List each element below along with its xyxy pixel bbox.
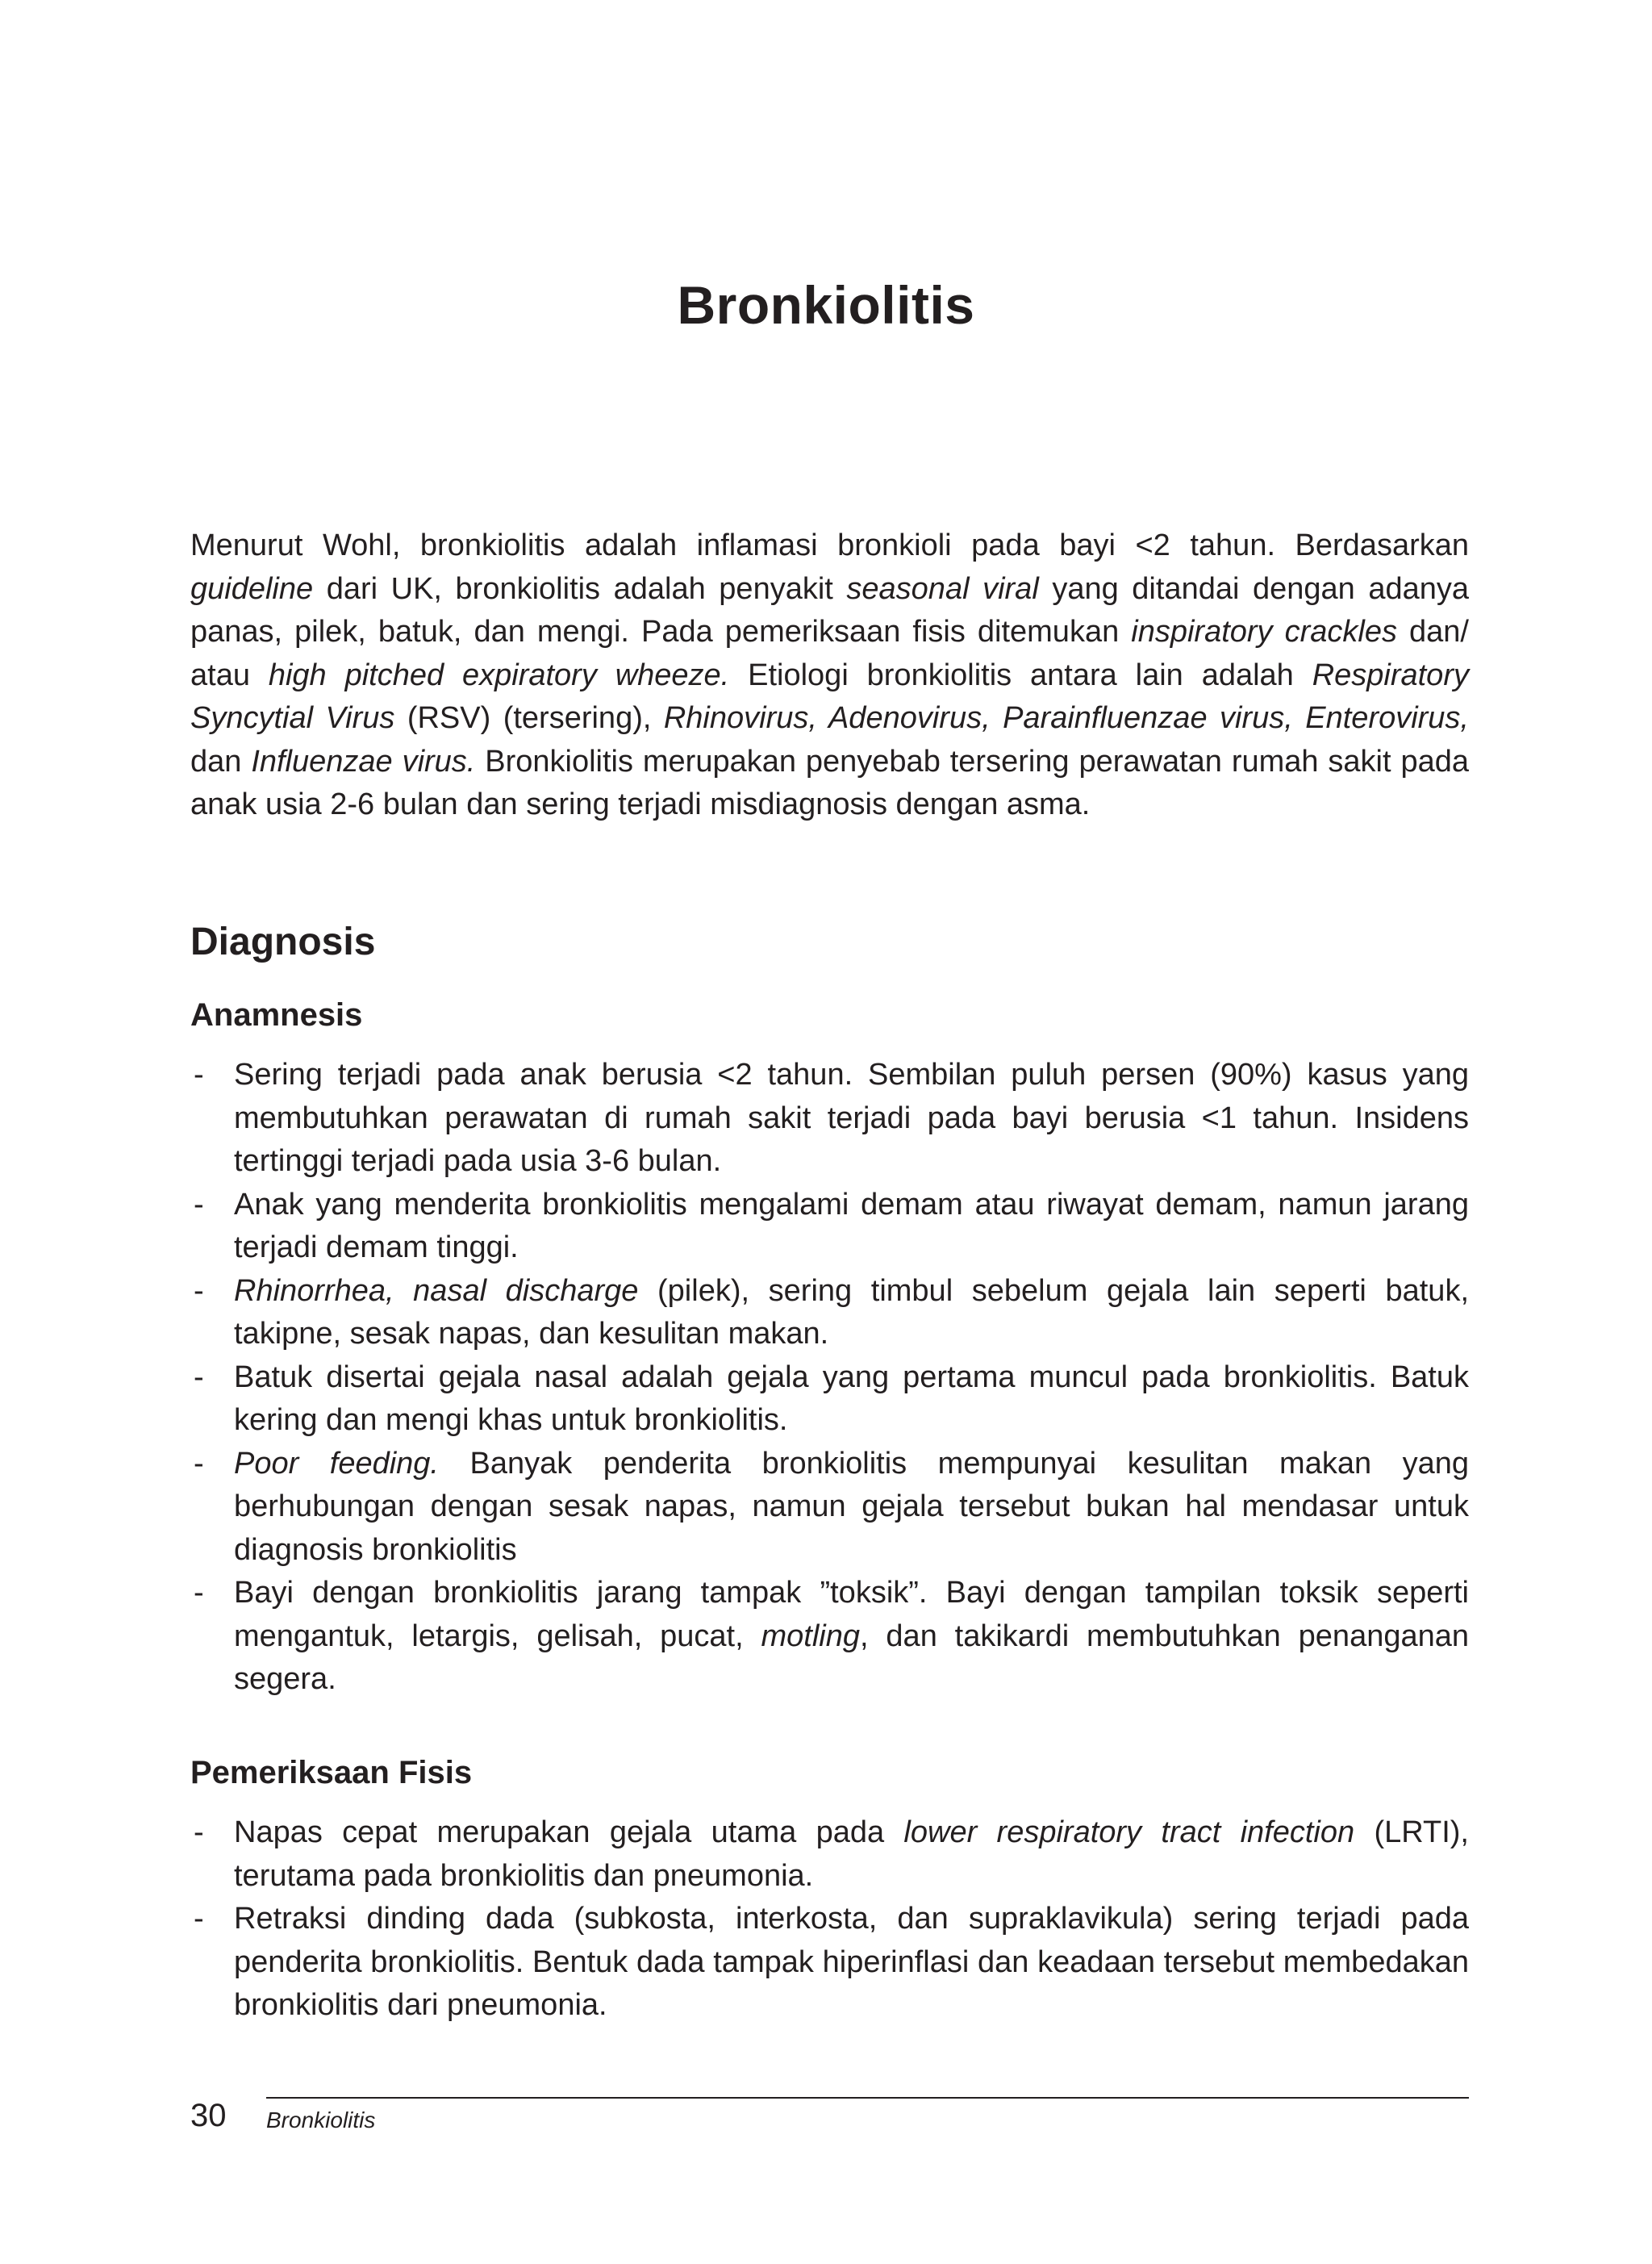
- running-title: Bronkiolitis: [266, 2107, 376, 2132]
- intro-italic-term: inspiratory crackles: [1131, 615, 1397, 649]
- section-heading-diagnosis: Diagnosis: [190, 921, 376, 963]
- list-item: [190, 1443, 1469, 1573]
- intro-text: yang ditandai dengan adanya panas, pilek, batuk, dan mengi. Pada pemeriksaan fisis ditemukan: [190, 571, 1470, 649]
- list-item: [190, 1054, 1469, 1184]
- list-item-italic-term: motling: [761, 1619, 861, 1653]
- list-item: [190, 1270, 1469, 1356]
- list-item-text: Sering terjadi pada anak berusia <2 tahun. Sembilan puluh persen (90%) kasus yang membutuhkan perawatan di rumah sakit terjadi pada bayi berusia <1 tahun. Insidens tertinggi terjadi pada usia 3-6 bulan.: [234, 1058, 1469, 1178]
- subsection-heading-pemeriksaan-fisis: Pemeriksaan Fisis: [190, 1755, 473, 1790]
- list-item-text: Anak yang menderita bronkiolitis mengalami demam atau riwayat demam, namun jarang terjadi demam tinggi.: [234, 1187, 1469, 1264]
- list-item: [190, 1356, 1469, 1443]
- intro-text: Menurut Wohl, bronkiolitis adalah inflamasi bronkioli pada bayi <2 tahun. Berdasarkan: [190, 528, 1469, 562]
- list-item-text: , dan takikardi membutuhkan penanganan segera.: [234, 1619, 1469, 1696]
- list-item: [190, 1898, 1469, 2028]
- page-number: 30: [190, 2098, 227, 2133]
- intro-text: (RSV) (tersering),: [394, 701, 664, 735]
- intro-paragraph: [190, 524, 1469, 827]
- intro-text: dan/ atau: [190, 615, 1469, 692]
- intro-text: Etiologi bronkiolitis antara lain adalah: [729, 658, 1312, 692]
- subsection-heading-anamnesis: Anamnesis: [190, 997, 363, 1033]
- list-item-text: (pilek), sering timbul sebelum gejala lain seperti batuk, takipne, sesak napas, dan kesulitan makan.: [234, 1273, 1469, 1351]
- footer-rule: [266, 2097, 1469, 2099]
- intro-text: dan: [190, 744, 252, 779]
- intro-italic-term: guideline: [190, 571, 314, 606]
- anamnesis-list: [190, 1054, 1469, 1702]
- intro-italic-term: high pitched expiratory wheeze.: [268, 658, 730, 692]
- list-item: [190, 1811, 1469, 1898]
- page-title: Bronkiolitis: [677, 275, 975, 335]
- list-item-text: Batuk disertai gejala nasal adalah gejala yang pertama muncul pada bronkiolitis. Batuk kering dan mengi khas untuk bronkiolitis.: [234, 1360, 1469, 1437]
- list-item-text: Bayi dengan bronkiolitis jarang tampak ”toksik”. Bayi dengan tampilan toksik seperti mengantuk, letargis, gelisah, pucat,: [234, 1576, 1469, 1653]
- intro-italic-term: Respiratory Syncytial Virus: [190, 658, 1469, 735]
- list-item: [190, 1184, 1469, 1270]
- list-item-text: Napas cepat merupakan gejala utama pada: [234, 1815, 904, 1849]
- list-item-italic-term: lower respiratory tract infection: [903, 1815, 1355, 1849]
- intro-italic-term: Influenzae virus.: [251, 744, 476, 779]
- list-item: [190, 1572, 1469, 1702]
- list-item-italic-term: Poor feeding.: [234, 1446, 439, 1481]
- intro-italic-term: Rhinovirus, Adenovirus, Parainfluenzae virus, Enterovirus,: [663, 701, 1469, 735]
- intro-text: Bronkiolitis merupakan penyebab tersering perawatan rumah sakit pada anak usia 2-6 bulan dan sering terjadi misdiagnosis dengan asma.: [190, 744, 1469, 821]
- list-item-text: (LRTI), terutama pada bronkiolitis dan pneumonia.: [234, 1815, 1469, 1893]
- list-item-italic-term: Rhinorrhea, nasal discharge: [234, 1273, 639, 1308]
- intro-text: dari UK, bronkiolitis adalah penyakit: [313, 571, 847, 606]
- pemeriksaan-fisis-list: [190, 1811, 1469, 2028]
- list-item-text: Banyak penderita bronkiolitis mempunyai kesulitan makan yang berhubungan dengan sesak napas, namun gejala tersebut bukan hal mendasar untuk diagnosis bronkiolitis: [234, 1446, 1469, 1567]
- list-item-text: Retraksi dinding dada (subkosta, interkosta, dan supraklavikula) sering terjadi pada penderita bronkiolitis. Bentuk dada tampak hiperinflasi dan keadaan tersebut membedakan bronkiolitis dari pneumonia.: [234, 1902, 1469, 2022]
- intro-italic-term: seasonal viral: [846, 571, 1039, 606]
